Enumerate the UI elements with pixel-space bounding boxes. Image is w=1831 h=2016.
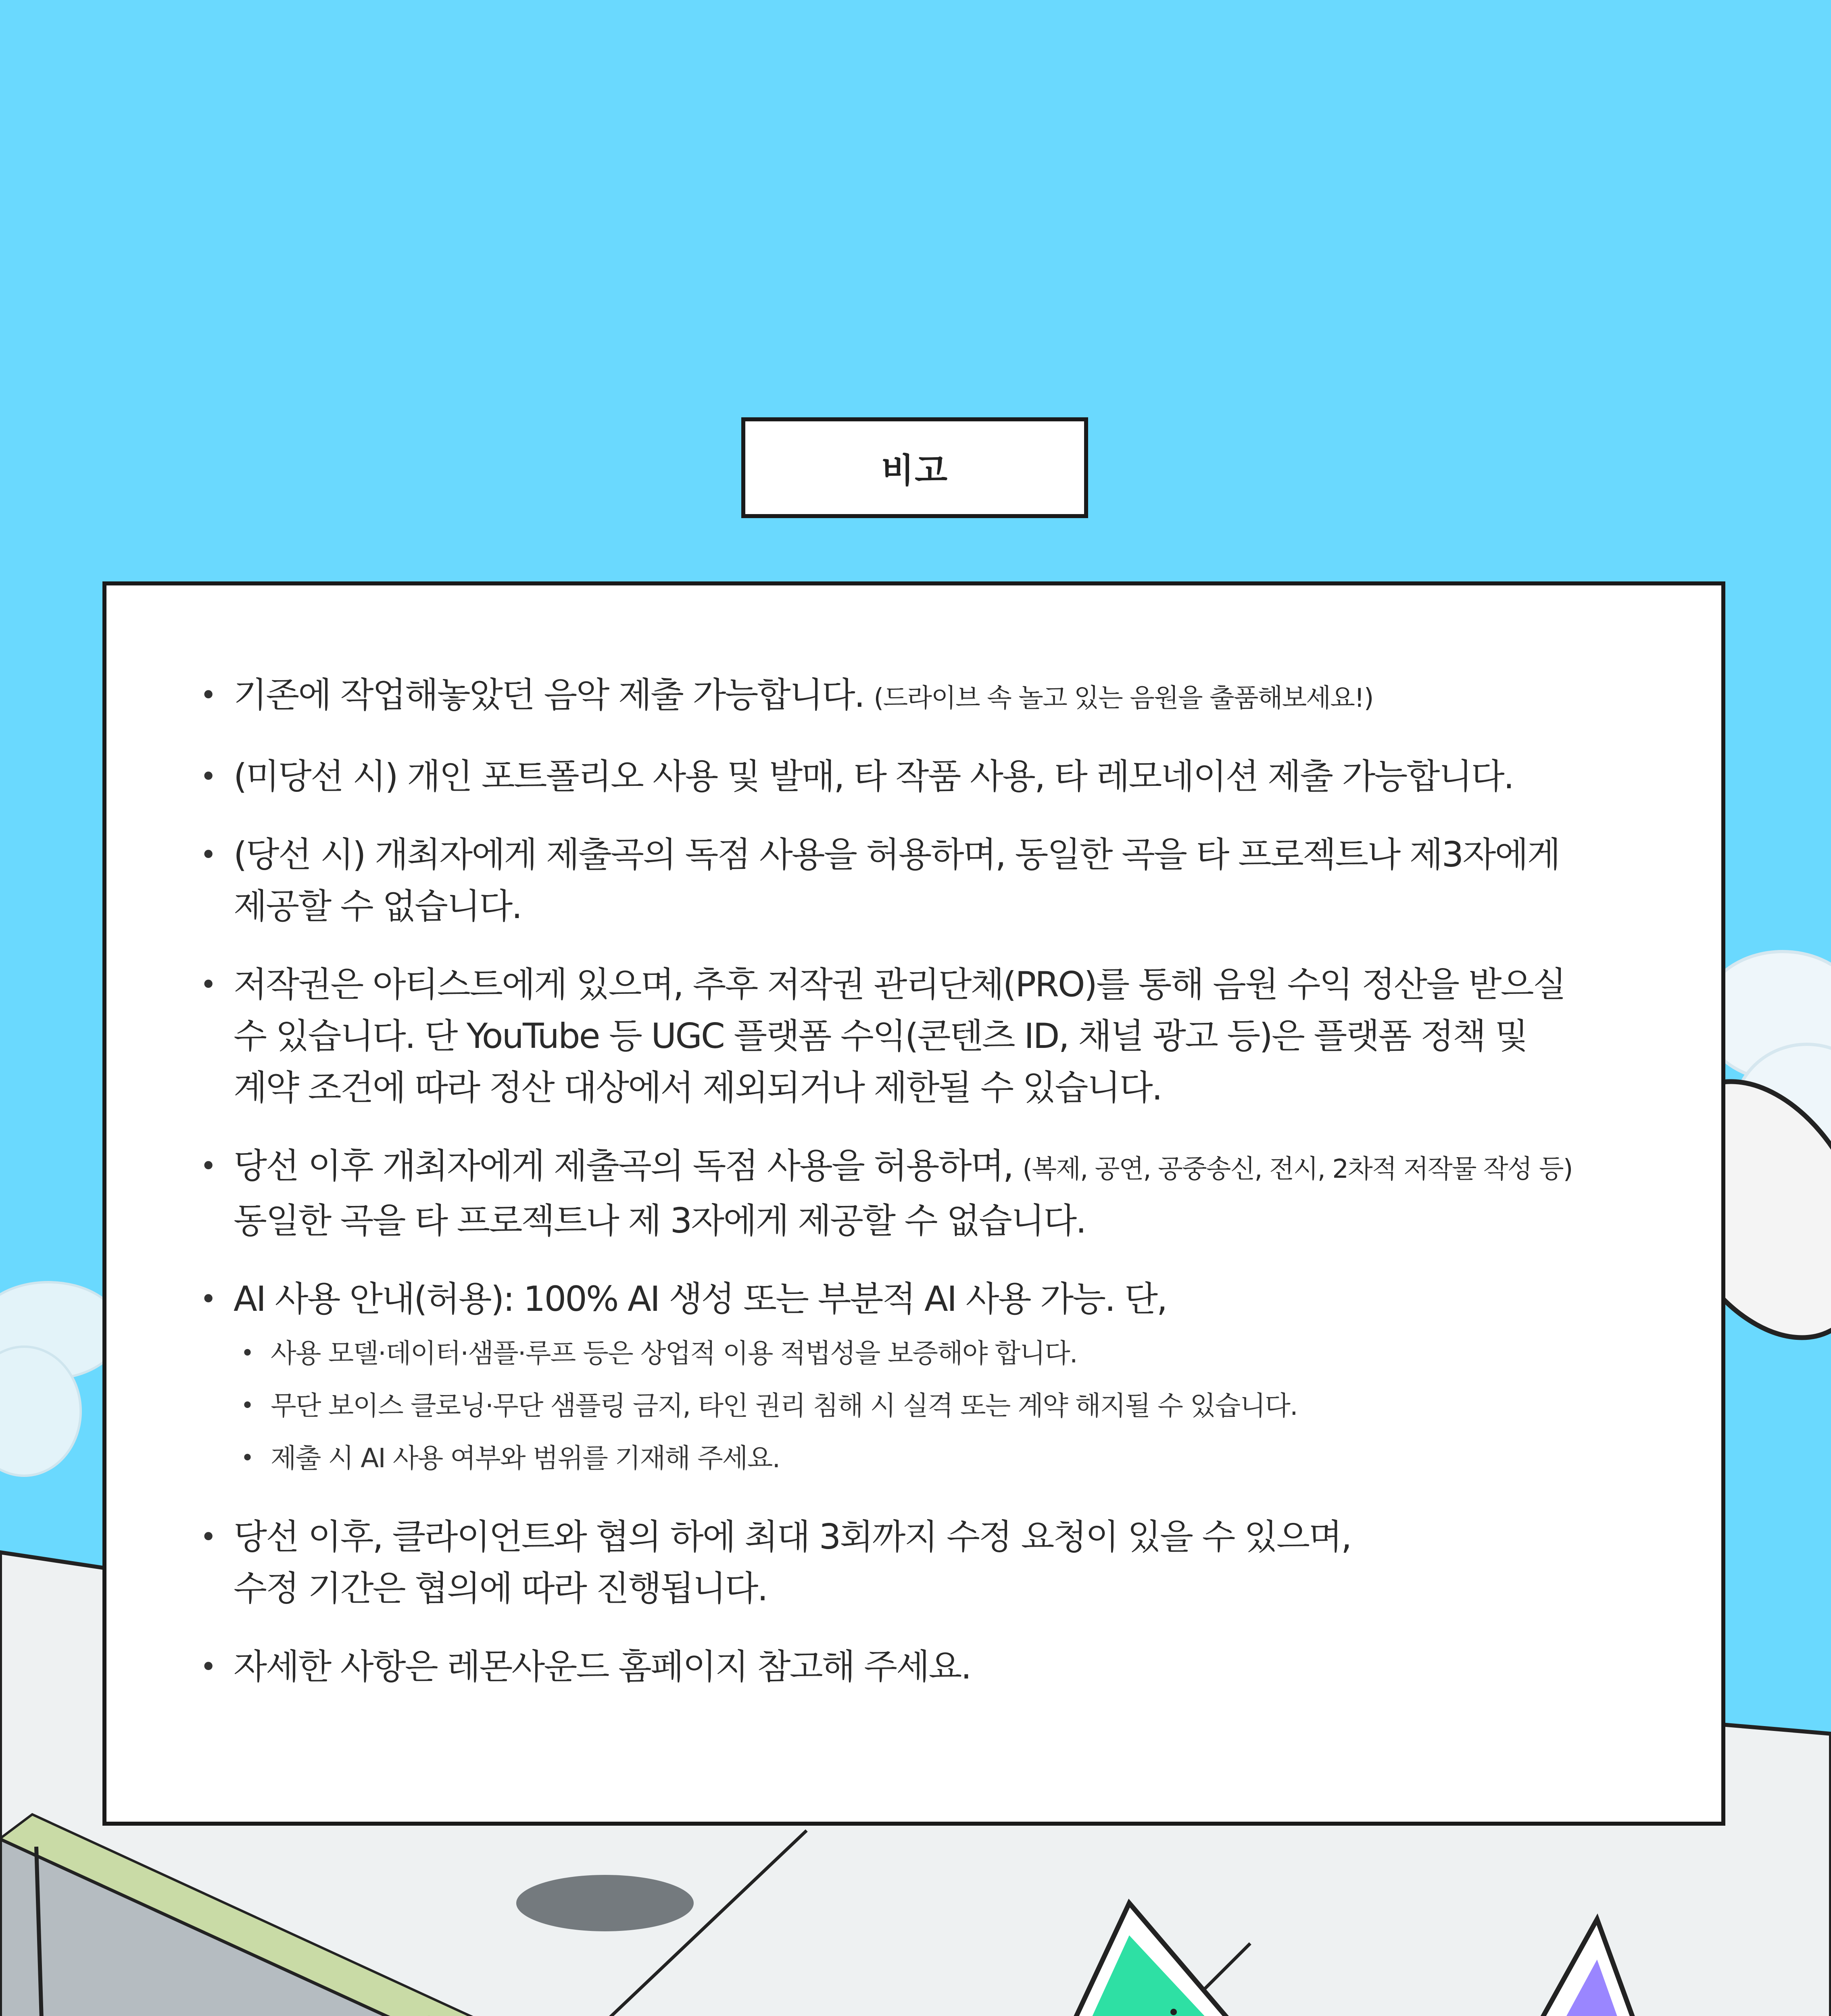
- note-line: [234, 1140, 1661, 1195]
- page-title: 비고: [881, 450, 949, 490]
- sub-list-item: [234, 1327, 1661, 1380]
- bullet-icon: •: [200, 1520, 216, 1554]
- note-line: 수 있습니다. 단 YouTube 등 UGC 플랫폼 수익(콘텐츠 ID, 채널 광고 등)은 플랫폼 정책 및: [234, 1016, 1527, 1056]
- bullet-icon: •: [241, 1340, 254, 1366]
- sub-list-item: [234, 1432, 1661, 1485]
- bullet-icon: •: [200, 968, 216, 1001]
- list-item: [106, 1641, 1721, 1693]
- sub-list: [234, 1327, 1661, 1485]
- list-item: [106, 829, 1721, 932]
- list-item: [106, 669, 1721, 724]
- bullet-icon: •: [200, 1650, 216, 1683]
- bullet-icon: •: [200, 838, 216, 871]
- bullet-icon: •: [241, 1445, 254, 1471]
- note-line: 수정 기간은 협의에 따라 진행됩니다.: [234, 1568, 767, 1609]
- note-text: AI 사용 안내(허용): 100% AI 생성 또는 부분적 AI 사용 가능. 단,: [234, 1279, 1167, 1319]
- list-item: [106, 959, 1721, 1114]
- list-item: [106, 1140, 1721, 1247]
- sub-list-item: [234, 1380, 1661, 1432]
- notes-list: [106, 669, 1721, 1719]
- note-line: 계약 조건에 따라 정산 대상에서 제외되거나 제한될 수 있습니다.: [234, 1068, 1162, 1108]
- note-line: 당선 이후, 클라이언트와 협의 하에 최대 3회까지 수정 요청이 있을 수 있으며,: [234, 1517, 1351, 1557]
- sub-note-text: 무단 보이스 클로닝·무단 샘플링 금지, 타인 권리 침해 시 실격 또는 계약 해지될 수 있습니다.: [271, 1390, 1297, 1421]
- note-text: 자세한 사항은 레몬사운드 홈페이지 참고해 주세요.: [234, 1647, 971, 1687]
- note-text: (미당선 시) 개인 포트폴리오 사용 및 발매, 타 작품 사용, 타 레모네이션 제출 가능합니다.: [234, 756, 1514, 797]
- sub-note-text: 사용 모델·데이터·샘플·루프 등은 상업적 이용 적법성을 보증해야 합니다.: [271, 1338, 1077, 1369]
- bullet-icon: •: [200, 1283, 216, 1316]
- note-line: 제공할 수 없습니다.: [234, 886, 521, 927]
- note-text: 기존에 작업해놓았던 음악 제출 가능합니다.: [234, 675, 864, 715]
- bullet-icon: •: [241, 1393, 254, 1419]
- list-item: [106, 751, 1721, 802]
- note-line: 동일한 곡을 타 프로젝트나 제 3자에게 제공할 수 없습니다.: [234, 1201, 1086, 1241]
- notes-box: [102, 581, 1725, 1826]
- list-item: [106, 1273, 1721, 1485]
- bullet-icon: •: [200, 1150, 216, 1183]
- note-line: 저작권은 아티스트에게 있으며, 추후 저작권 관리단체(PRO)를 통해 음원 수익 정산을 받으실: [234, 964, 1565, 1005]
- bullet-icon: •: [200, 679, 216, 712]
- sub-note-text: 제출 시 AI 사용 여부와 범위를 기재해 주세요.: [271, 1443, 780, 1474]
- note-line: (당선 시) 개최자에게 제출곡의 독점 사용을 허용하며, 동일한 곡을 타 프로젝트나 제3자에게: [234, 835, 1560, 875]
- note-small-text: (드라이브 속 놀고 있는 음원을 출품해보세요!): [874, 683, 1373, 713]
- note-text: 당선 이후 개최자에게 제출곡의 독점 사용을 허용하며,: [234, 1146, 1013, 1186]
- title-box: [741, 417, 1088, 518]
- bullet-icon: •: [200, 760, 216, 793]
- list-item: [106, 1511, 1721, 1614]
- note-small-text: (복제, 공연, 공중송신, 전시, 2차적 저작물 작성 등): [1022, 1154, 1572, 1184]
